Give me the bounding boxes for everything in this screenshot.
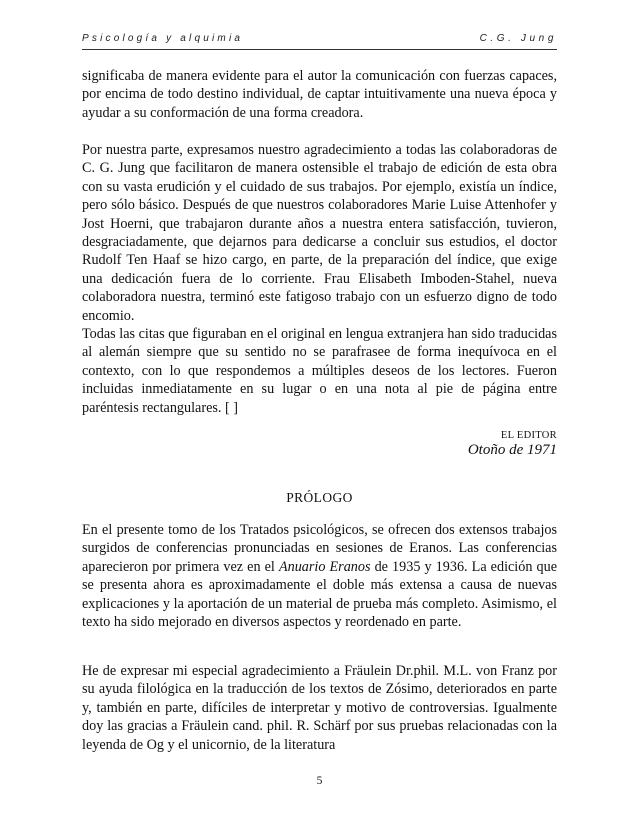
paragraph-1: significaba de manera evidente para el autor la comunicación con fuerzas capaces, por encima de todo destino individual, de captar intuitivamente una nueva época y ayudar a su conformación de una forma creadora. [82,68,557,121]
paragraph-4-text-a: En el presente tomo de los Tratados psicológicos, se ofrecen dos extensos trabajos surgidos de conferencias pronunciadas en sesiones de Eranos. Las conferencias aparecieron por primera vez en el [82,522,557,575]
section-title: PRÓLOGO [286,490,353,505]
paragraph-2: Por nuestra parte, expresamos nuestro agradecimiento a todas las colaboradoras de C. G. Jung que facilitaron de manera ostensible el trabajo de edición de esta obra con su vasta erudición y el cuidado de sus trabajos. Por ejemplo, existía un índice, pero sólo básico. Después de que nuestros colaboradores Marie Luise Attenhofer y Jost Hoerni, que trabajaron durante años a nuestra entera satisfacción, tuvieron, desgraciadamente, que dejarnos para dedicarse a concluir sus estudios, el doctor Rudolf Ten Haaf se hizo cargo, en parte, de la preparación del índice, que exige una dedicación fuera de lo corriente. Frau Elisabeth Imboden-Stahel, nueva colaboradora nuestra, terminó este fatigoso trabajo con un esfuerzo digno de todo encomio. [82,142,557,324]
signature-date: Otoño de 1971 [467,442,557,458]
paragraph-4 [82,521,557,631]
paragraph-4-italic-title: Anuario Eranos [278,558,371,575]
document-page [82,0,557,826]
running-header [82,33,557,49]
header-author: C.G. Jung [479,33,557,44]
header-rule [82,49,557,50]
paragraph-4-text-b: de 1935 y 1936. La edición que se presenta ahora es aproximadamente el doble más extensa a causa de nuevas explicaciones y la aportación de un material de prueba más completo. Asimismo, el texto ha sido mejorado en diversos aspectos y reordenado en parte. [82,558,557,631]
signature-label: EL EDITOR [500,430,557,441]
paragraph-3: Todas las citas que figuraban en el original en lengua extranjera han sido traducidas al alemán siempre que su sentido no se parafrasee de forma inequívoca en el contexto, con lo que respondemos a múltiples deseos de los lectores. Fueron incluidas inmediatamente en su lugar o en una nota al pie de página entre paréntesis rectangulares. [ ] [82,326,557,416]
paragraph-5: He de expresar mi especial agradecimiento a Fräulein Dr.phil. M.L. von Franz por su ayuda filológica en la traducción de los textos de Zósimo, deteriorados en parte y, también en parte, difíciles de interpretar y motivo de controversias. Igualmente doy las gracias a Fräulein cand. phil. R. Schärf por sus pruebas relacionadas con la leyenda de Og y el unicornio, de la literatura [82,663,557,753]
header-book-title: Psicología y alquimia [82,33,244,44]
page-number: 5 [316,775,323,787]
